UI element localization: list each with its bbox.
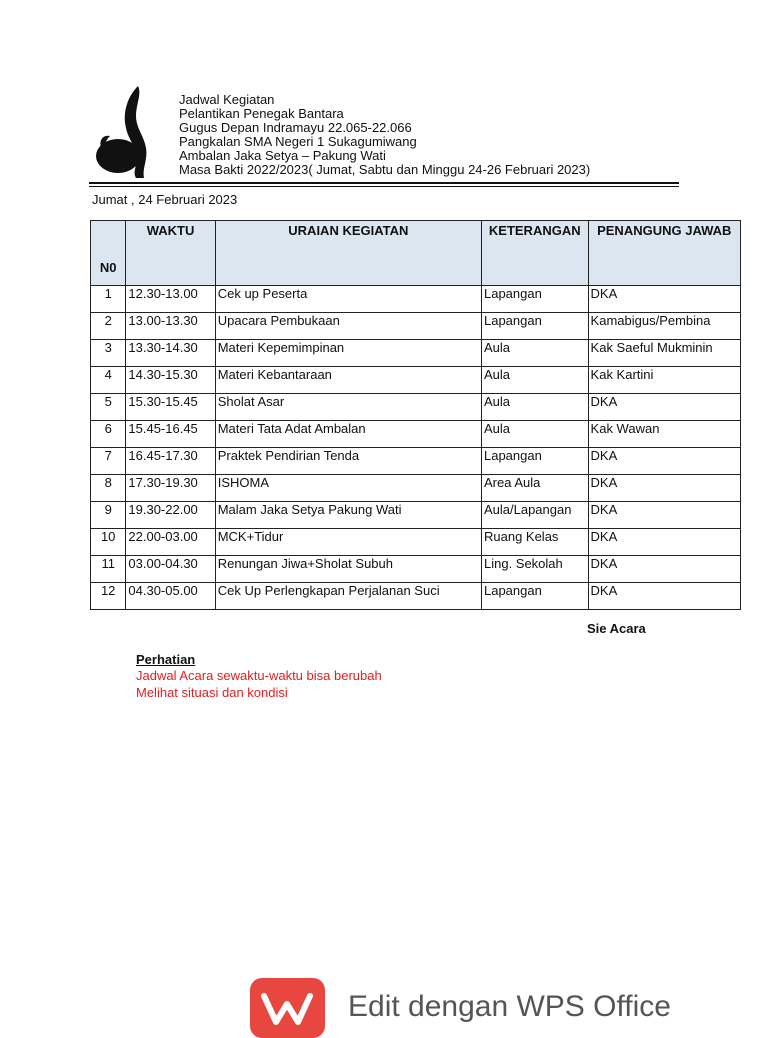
row-keterangan: Aula/Lapangan [481, 502, 588, 529]
notes-title: Perhatian [136, 652, 196, 667]
row-time: 03.00-04.30 [126, 556, 215, 583]
row-description: Renungan Jiwa+Sholat Subuh [215, 556, 481, 583]
row-keterangan: Ruang Kelas [481, 529, 588, 556]
row-keterangan: Lapangan [481, 286, 588, 313]
header-line-masa-bakti: Masa Bakti 2022/2023( Jumat, Sabtu dan Minggu 24-26 Februari 2023) [179, 162, 591, 177]
table-row [91, 286, 741, 313]
row-description: Cek up Peserta [215, 286, 481, 313]
row-number: 12 [91, 583, 126, 610]
table-body [91, 286, 741, 610]
row-penanggung-jawab: DKA [588, 502, 740, 529]
row-number: 3 [91, 340, 126, 367]
row-time: 15.30-15.45 [126, 394, 215, 421]
row-time: 22.00-03.00 [126, 529, 215, 556]
row-keterangan: Aula [481, 340, 588, 367]
row-description: Sholat Asar [215, 394, 481, 421]
row-penanggung-jawab: DKA [588, 556, 740, 583]
row-description: Upacara Pembukaan [215, 313, 481, 340]
row-time: 14.30-15.30 [126, 367, 215, 394]
row-description: Materi Kepemimpinan [215, 340, 481, 367]
row-penanggung-jawab: DKA [588, 448, 740, 475]
row-description: ISHOMA [215, 475, 481, 502]
column-header-penanggung-jawab: PENANGUNG JAWAB [588, 221, 740, 286]
header-line-pangkalan: Pangkalan SMA Negeri 1 Sukagumiwang [179, 134, 417, 149]
note-line-1: Jadwal Acara sewaktu-waktu bisa berubah [136, 668, 382, 683]
row-time: 16.45-17.30 [126, 448, 215, 475]
row-keterangan: Lapangan [481, 448, 588, 475]
wps-watermark-text: Edit dengan WPS Office [348, 990, 671, 1023]
row-time: 17.30-19.30 [126, 475, 215, 502]
header-line-title: Jadwal Kegiatan [179, 92, 275, 107]
signature-label: Sie Acara [587, 621, 646, 636]
table-row [91, 394, 741, 421]
table-row [91, 448, 741, 475]
header-line-ambalan: Ambalan Jaka Setya – Pakung Wati [179, 148, 386, 163]
table-row [91, 313, 741, 340]
row-penanggung-jawab: Kak Saeful Mukminin [588, 340, 740, 367]
table-row [91, 583, 741, 610]
header-line-gugus-depan: Gugus Depan Indramayu 22.065-22.066 [179, 120, 412, 135]
table-row [91, 502, 741, 529]
row-time: 12.30-13.00 [126, 286, 215, 313]
row-keterangan: Area Aula [481, 475, 588, 502]
row-number: 8 [91, 475, 126, 502]
column-header-time: WAKTU [126, 221, 215, 286]
row-time: 19.30-22.00 [126, 502, 215, 529]
row-description: Materi Kebantaraan [215, 367, 481, 394]
row-number: 7 [91, 448, 126, 475]
row-time: 04.30-05.00 [126, 583, 215, 610]
row-penanggung-jawab: DKA [588, 583, 740, 610]
document-header [179, 93, 590, 177]
row-penanggung-jawab: Kak Wawan [588, 421, 740, 448]
table-row [91, 367, 741, 394]
wps-logo-icon [250, 978, 325, 1038]
table-row [91, 340, 741, 367]
row-time: 13.00-13.30 [126, 313, 215, 340]
table-header-row [91, 221, 741, 286]
row-number: 6 [91, 421, 126, 448]
row-number: 1 [91, 286, 126, 313]
row-keterangan: Lapangan [481, 313, 588, 340]
column-header-no: N0 [91, 221, 126, 286]
row-description: MCK+Tidur [215, 529, 481, 556]
note-line-2: Melihat situasi dan kondisi [136, 685, 288, 700]
schedule-date: Jumat , 24 Februari 2023 [92, 192, 238, 207]
row-penanggung-jawab: Kamabigus/Pembina [588, 313, 740, 340]
row-description: Cek Up Perlengkapan Perjalanan Suci [215, 583, 481, 610]
row-keterangan: Ling. Sekolah [481, 556, 588, 583]
row-penanggung-jawab: DKA [588, 475, 740, 502]
row-penanggung-jawab: DKA [588, 394, 740, 421]
column-header-keterangan: KETERANGAN [481, 221, 588, 286]
row-penanggung-jawab: DKA [588, 286, 740, 313]
row-number: 4 [91, 367, 126, 394]
table-row [91, 475, 741, 502]
row-time: 13.30-14.30 [126, 340, 215, 367]
column-header-description: URAIAN KEGIATAN [215, 221, 481, 286]
row-number: 9 [91, 502, 126, 529]
tunas-kelapa-logo-icon [92, 82, 158, 182]
row-description: Malam Jaka Setya Pakung Wati [215, 502, 481, 529]
table-row [91, 529, 741, 556]
row-penanggung-jawab: DKA [588, 529, 740, 556]
row-number: 10 [91, 529, 126, 556]
header-divider-thin [89, 186, 679, 187]
row-penanggung-jawab: Kak Kartini [588, 367, 740, 394]
row-time: 15.45-16.45 [126, 421, 215, 448]
row-description: Praktek Pendirian Tenda [215, 448, 481, 475]
row-keterangan: Aula [481, 367, 588, 394]
table-row [91, 421, 741, 448]
row-keterangan: Lapangan [481, 583, 588, 610]
row-keterangan: Aula [481, 394, 588, 421]
header-line-event: Pelantikan Penegak Bantara [179, 106, 344, 121]
row-number: 2 [91, 313, 126, 340]
table-row [91, 556, 741, 583]
header-divider-thick [89, 182, 679, 184]
row-number: 11 [91, 556, 126, 583]
row-description: Materi Tata Adat Ambalan [215, 421, 481, 448]
row-keterangan: Aula [481, 421, 588, 448]
schedule-table [90, 220, 741, 610]
row-number: 5 [91, 394, 126, 421]
